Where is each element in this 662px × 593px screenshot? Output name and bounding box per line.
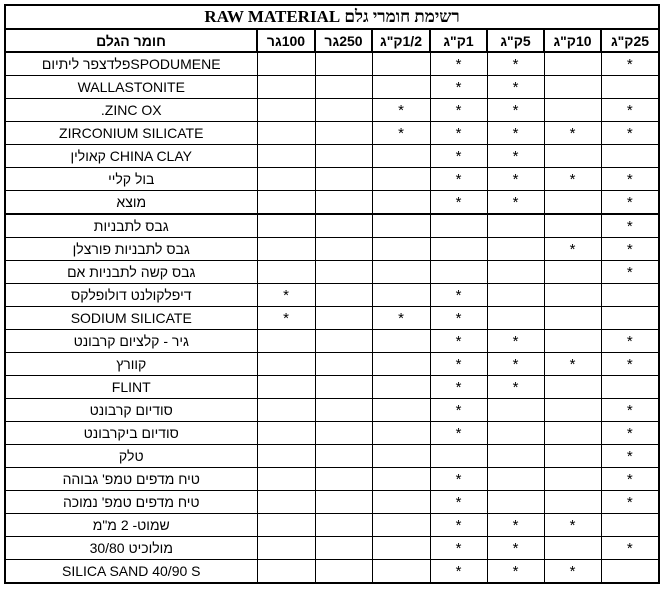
table-row (5, 537, 659, 560)
availability-cell-half-kg (372, 468, 430, 491)
availability-cell-half-kg (372, 399, 430, 422)
availability-cell-10kg: * (544, 168, 601, 191)
availability-cell-5kg: * (487, 537, 544, 560)
availability-cell-25kg: * (601, 191, 659, 215)
availability-cell-5kg (487, 261, 544, 284)
availability-cell-half-kg (372, 261, 430, 284)
table-row (5, 122, 659, 145)
column-header-250g: 250גר (315, 29, 372, 52)
table-row (5, 514, 659, 537)
availability-cell-10kg: * (544, 560, 601, 584)
availability-cell-half-kg (372, 491, 430, 514)
availability-cell-10kg (544, 99, 601, 122)
availability-cell-half-kg (372, 445, 430, 468)
availability-cell-1kg: * (430, 52, 487, 76)
availability-cell-25kg: * (601, 214, 659, 238)
table-row (5, 468, 659, 491)
material-name: מולוכיט 30/80 (5, 537, 257, 560)
availability-cell-half-kg (372, 76, 430, 99)
table-row (5, 52, 659, 76)
availability-cell-half-kg (372, 560, 430, 584)
availability-cell-5kg (487, 468, 544, 491)
availability-cell-25kg: * (601, 399, 659, 422)
availability-cell-250g (315, 468, 372, 491)
availability-cell-half-kg (372, 191, 430, 215)
availability-cell-100g (257, 76, 315, 99)
availability-cell-1kg (430, 214, 487, 238)
availability-cell-100g: * (257, 284, 315, 307)
table-row (5, 261, 659, 284)
availability-cell-5kg: * (487, 560, 544, 584)
availability-cell-10kg (544, 261, 601, 284)
column-header-5kg: 5ק"ג (487, 29, 544, 52)
availability-cell-100g (257, 330, 315, 353)
material-name: גבס לתבניות (5, 214, 257, 238)
availability-cell-100g: * (257, 307, 315, 330)
availability-cell-10kg (544, 76, 601, 99)
table-row (5, 399, 659, 422)
availability-cell-5kg: * (487, 330, 544, 353)
availability-cell-250g (315, 422, 372, 445)
table-row (5, 191, 659, 215)
column-header-1kg: 1ק"ג (430, 29, 487, 52)
availability-cell-1kg: * (430, 76, 487, 99)
column-header-25kg: 25ק"ג (601, 29, 659, 52)
availability-cell-5kg: * (487, 52, 544, 76)
availability-cell-half-kg (372, 214, 430, 238)
availability-cell-1kg: * (430, 537, 487, 560)
availability-cell-10kg: * (544, 238, 601, 261)
availability-cell-250g (315, 261, 372, 284)
availability-cell-25kg: * (601, 52, 659, 76)
material-name: WALLASTONITE (5, 76, 257, 99)
availability-cell-25kg: * (601, 537, 659, 560)
availability-cell-25kg (601, 560, 659, 584)
availability-cell-100g (257, 52, 315, 76)
availability-cell-25kg: * (601, 491, 659, 514)
availability-cell-250g (315, 52, 372, 76)
availability-cell-1kg: * (430, 307, 487, 330)
material-name: דיפלקולנט דולופלקס (5, 284, 257, 307)
availability-cell-25kg (601, 514, 659, 537)
material-name: שמוט- 2 מ"מ (5, 514, 257, 537)
column-header-half-kg: 1/2ק"ג (372, 29, 430, 52)
material-name: FLINT (5, 376, 257, 399)
availability-cell-10kg (544, 330, 601, 353)
availability-cell-25kg: * (601, 468, 659, 491)
availability-cell-100g (257, 353, 315, 376)
availability-cell-5kg (487, 307, 544, 330)
availability-cell-10kg (544, 376, 601, 399)
availability-cell-25kg (601, 307, 659, 330)
material-name: CHINA CLAY קאולין (5, 145, 257, 168)
availability-cell-100g (257, 122, 315, 145)
availability-cell-25kg (601, 284, 659, 307)
availability-cell-5kg (487, 399, 544, 422)
availability-cell-250g (315, 376, 372, 399)
table-row (5, 168, 659, 191)
table-row (5, 76, 659, 99)
availability-cell-1kg: * (430, 122, 487, 145)
availability-cell-1kg: * (430, 168, 487, 191)
availability-cell-250g (315, 330, 372, 353)
availability-cell-10kg: * (544, 514, 601, 537)
material-name: קוורץ (5, 353, 257, 376)
material-name: טלק (5, 445, 257, 468)
availability-cell-half-kg: * (372, 99, 430, 122)
availability-cell-25kg: * (601, 261, 659, 284)
availability-cell-5kg: * (487, 122, 544, 145)
availability-cell-5kg (487, 214, 544, 238)
availability-cell-25kg: * (601, 99, 659, 122)
availability-cell-250g (315, 238, 372, 261)
availability-cell-half-kg (372, 238, 430, 261)
material-name: סודיום ביקרבונט (5, 422, 257, 445)
availability-cell-5kg: * (487, 145, 544, 168)
availability-cell-1kg: * (430, 191, 487, 215)
availability-cell-10kg (544, 284, 601, 307)
availability-cell-1kg: * (430, 99, 487, 122)
availability-cell-25kg: * (601, 353, 659, 376)
availability-cell-5kg: * (487, 168, 544, 191)
availability-cell-half-kg (372, 52, 430, 76)
availability-cell-100g (257, 99, 315, 122)
availability-cell-100g (257, 560, 315, 584)
material-rows (5, 52, 659, 583)
table-row (5, 376, 659, 399)
availability-cell-1kg: * (430, 560, 487, 584)
availability-cell-250g (315, 353, 372, 376)
availability-cell-100g (257, 399, 315, 422)
table-row (5, 214, 659, 238)
availability-cell-250g (315, 214, 372, 238)
column-header-material: חומר הגלם (5, 29, 257, 52)
availability-cell-25kg: * (601, 445, 659, 468)
availability-cell-5kg: * (487, 376, 544, 399)
availability-cell-250g (315, 191, 372, 215)
availability-cell-25kg: * (601, 330, 659, 353)
availability-cell-25kg (601, 145, 659, 168)
availability-cell-25kg (601, 76, 659, 99)
availability-cell-half-kg (372, 330, 430, 353)
availability-cell-250g (315, 307, 372, 330)
availability-cell-250g (315, 168, 372, 191)
availability-cell-10kg (544, 468, 601, 491)
availability-cell-250g (315, 491, 372, 514)
availability-cell-100g (257, 491, 315, 514)
availability-cell-10kg (544, 399, 601, 422)
availability-cell-5kg (487, 491, 544, 514)
availability-cell-1kg: * (430, 376, 487, 399)
availability-cell-10kg (544, 145, 601, 168)
availability-cell-1kg (430, 238, 487, 261)
availability-cell-half-kg (372, 376, 430, 399)
availability-cell-250g (315, 537, 372, 560)
table-row (5, 145, 659, 168)
material-name: מוצא (5, 191, 257, 215)
material-name: גבס קשה לתבניות אם (5, 261, 257, 284)
availability-cell-5kg (487, 445, 544, 468)
availability-cell-5kg: * (487, 353, 544, 376)
availability-cell-100g (257, 168, 315, 191)
material-name: ZIRCONIUM SILICATE (5, 122, 257, 145)
availability-cell-25kg: * (601, 238, 659, 261)
availability-cell-100g (257, 422, 315, 445)
availability-cell-250g (315, 145, 372, 168)
table-row (5, 491, 659, 514)
availability-cell-10kg (544, 307, 601, 330)
availability-cell-10kg: * (544, 353, 601, 376)
availability-cell-10kg (544, 191, 601, 215)
raw-material-sheet (4, 4, 658, 584)
availability-cell-half-kg (372, 537, 430, 560)
table-row (5, 330, 659, 353)
availability-cell-5kg: * (487, 76, 544, 99)
availability-cell-1kg (430, 445, 487, 468)
table-row (5, 99, 659, 122)
availability-cell-5kg: * (487, 99, 544, 122)
availability-cell-10kg (544, 422, 601, 445)
availability-cell-25kg: * (601, 422, 659, 445)
availability-cell-100g (257, 191, 315, 215)
table-row (5, 284, 659, 307)
availability-cell-100g (257, 238, 315, 261)
availability-cell-100g (257, 261, 315, 284)
availability-cell-10kg (544, 445, 601, 468)
column-header-10kg: 10ק"ג (544, 29, 601, 52)
availability-cell-1kg: * (430, 399, 487, 422)
table-row (5, 560, 659, 584)
availability-cell-5kg: * (487, 191, 544, 215)
material-name: ZINC OX. (5, 99, 257, 122)
availability-cell-250g (315, 514, 372, 537)
availability-cell-half-kg (372, 353, 430, 376)
availability-cell-half-kg (372, 422, 430, 445)
availability-cell-250g (315, 284, 372, 307)
availability-cell-1kg: * (430, 284, 487, 307)
availability-cell-1kg: * (430, 514, 487, 537)
availability-cell-100g (257, 145, 315, 168)
material-name: גבס לתבניות פורצלן (5, 238, 257, 261)
column-header-100g: 100גר (257, 29, 315, 52)
availability-cell-5kg (487, 238, 544, 261)
availability-cell-25kg: * (601, 168, 659, 191)
availability-cell-100g (257, 514, 315, 537)
availability-cell-1kg: * (430, 468, 487, 491)
availability-cell-250g (315, 445, 372, 468)
availability-cell-1kg: * (430, 330, 487, 353)
availability-cell-250g (315, 99, 372, 122)
availability-cell-half-kg: * (372, 122, 430, 145)
table-row (5, 307, 659, 330)
table-row (5, 353, 659, 376)
availability-cell-10kg (544, 214, 601, 238)
availability-cell-10kg (544, 52, 601, 76)
availability-cell-250g (315, 560, 372, 584)
availability-cell-250g (315, 399, 372, 422)
availability-cell-100g (257, 214, 315, 238)
availability-cell-25kg (601, 376, 659, 399)
availability-cell-5kg (487, 284, 544, 307)
availability-cell-10kg (544, 491, 601, 514)
material-name: סודיום קרבונט (5, 399, 257, 422)
availability-cell-250g (315, 76, 372, 99)
material-name: SILICA SAND 40/90 S (5, 560, 257, 584)
availability-cell-1kg: * (430, 145, 487, 168)
availability-cell-250g (315, 122, 372, 145)
availability-cell-100g (257, 376, 315, 399)
material-name: טיח מדפים טמפ' גבוהה (5, 468, 257, 491)
availability-cell-half-kg: * (372, 307, 430, 330)
availability-cell-100g (257, 468, 315, 491)
material-name: טיח מדפים טמפ' נמוכה (5, 491, 257, 514)
raw-material-table (4, 4, 660, 584)
table-row (5, 445, 659, 468)
availability-cell-half-kg (372, 284, 430, 307)
availability-cell-10kg (544, 537, 601, 560)
availability-cell-half-kg (372, 145, 430, 168)
material-name: SODIUM SILICATE (5, 307, 257, 330)
availability-cell-100g (257, 445, 315, 468)
availability-cell-half-kg (372, 168, 430, 191)
material-name: בול קליי (5, 168, 257, 191)
availability-cell-1kg: * (430, 491, 487, 514)
availability-cell-25kg: * (601, 122, 659, 145)
material-name: גיר - קלציום קרבונט (5, 330, 257, 353)
availability-cell-100g (257, 537, 315, 560)
table-title: רשימת חומרי גלם RAW MATERIAL (5, 5, 659, 29)
table-row (5, 238, 659, 261)
material-name: SPODUMENEפלדצפר ליתיום (5, 52, 257, 76)
availability-cell-5kg: * (487, 514, 544, 537)
availability-cell-10kg: * (544, 122, 601, 145)
availability-cell-1kg: * (430, 422, 487, 445)
availability-cell-half-kg (372, 514, 430, 537)
availability-cell-5kg (487, 422, 544, 445)
availability-cell-1kg: * (430, 353, 487, 376)
availability-cell-1kg (430, 261, 487, 284)
table-row (5, 422, 659, 445)
